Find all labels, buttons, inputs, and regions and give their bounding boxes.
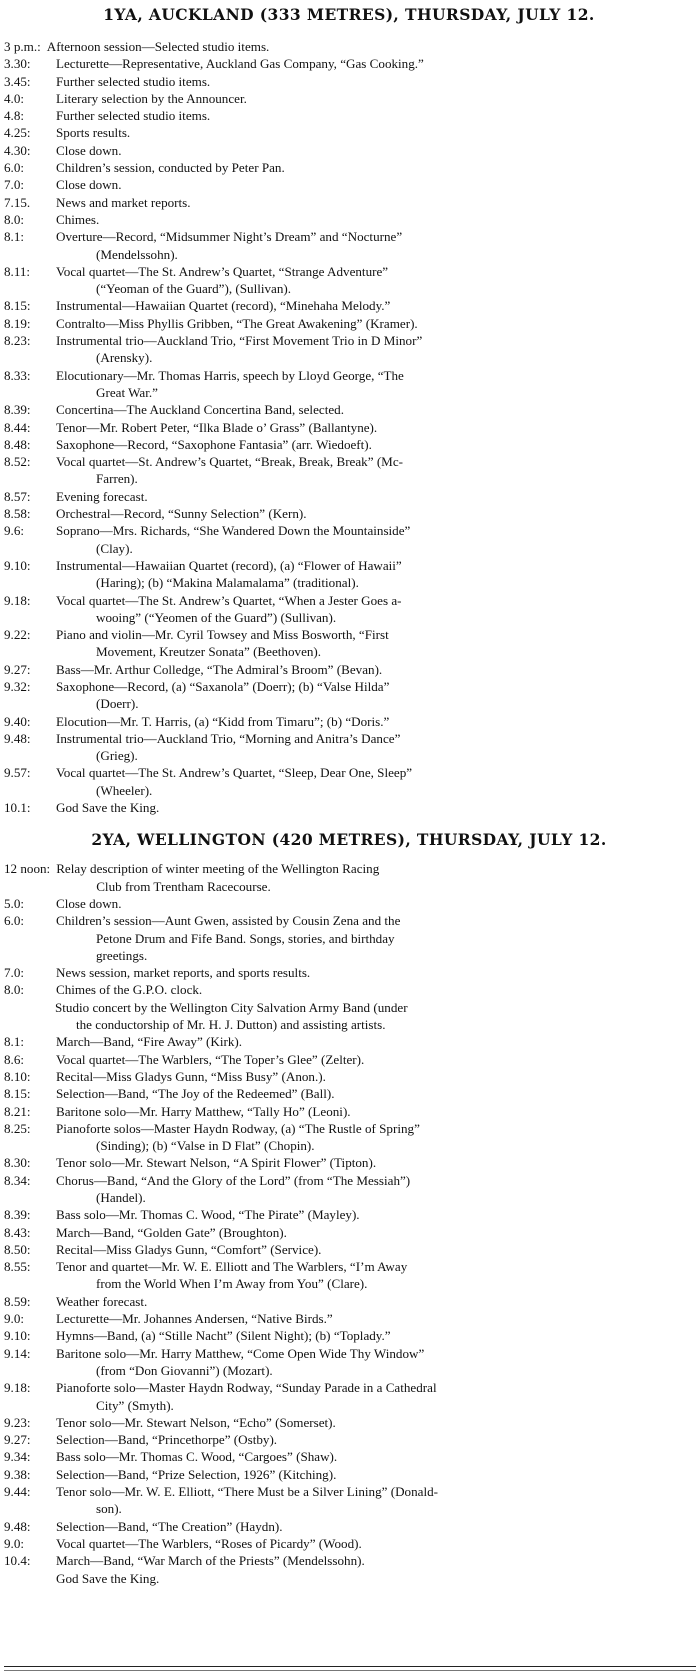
entry-time: 6.0: <box>4 160 25 176</box>
entry-line: Tenor—Mr. Robert Peter, “Ilka Blade o’ Grass” (Ballantyne). <box>56 419 378 435</box>
entry-time: 3.30: <box>4 56 31 72</box>
entry-line: Tenor and quartet—Mr. W. E. Elliott and The Warblers, “I’m Away <box>56 1259 408 1275</box>
entry-text <box>56 1535 694 1552</box>
program-entry <box>4 799 694 816</box>
entry-line: (Haring); (b) “Makina Malamalama” (traditional). <box>96 575 359 591</box>
entry-time: 8.11: <box>4 263 31 279</box>
entry-time: 9.14: <box>4 1345 31 1361</box>
entry-line: Bass solo—Mr. Thomas C. Wood, “Cargoes” (Shaw). <box>56 1449 338 1465</box>
entry-line: Instrumental—Hawaiian Quartet (record), (a) “Flower of Hawaii” <box>56 557 402 573</box>
entry-time: 8.57: <box>4 488 31 504</box>
program-entry <box>4 1535 694 1552</box>
program-entry <box>4 678 694 713</box>
entry-text <box>56 592 694 627</box>
entry-time: 9.0: <box>4 1535 25 1551</box>
entry-line: Tenor solo—Mr. Stewart Nelson, “Echo” (Somerset). <box>56 1414 336 1430</box>
entry-time: 10.4: <box>4 1553 31 1569</box>
program-entry <box>4 1051 694 1068</box>
entry-time: 8.15: <box>4 1086 31 1102</box>
program-entry <box>4 73 694 90</box>
entry-text <box>56 522 694 557</box>
entry-text <box>56 90 694 107</box>
program-entry <box>4 453 694 488</box>
program-entry <box>4 176 694 193</box>
entry-text <box>56 211 694 228</box>
program-entry <box>4 211 694 228</box>
entry-text <box>56 194 694 211</box>
entry-text <box>56 1466 694 1483</box>
entry-time: 8.15: <box>4 298 31 314</box>
program-entry <box>4 860 694 895</box>
entry-line: Children’s session—Aunt Gwen, assisted by Cousin Zena and the <box>56 913 401 929</box>
program-entry <box>4 1258 694 1293</box>
entry-line: Chimes of the G.P.O. clock. <box>56 982 203 998</box>
entry-line: Weather forecast. <box>56 1293 148 1309</box>
bottom-rule-thin <box>4 1670 696 1671</box>
entry-line: (Wheeler). <box>96 782 153 798</box>
entry-time: 9.27: <box>4 1432 31 1448</box>
entry-line: greetings. <box>96 947 148 963</box>
entry-time: 6.0: <box>4 913 25 929</box>
entry-line: Overture—Record, “Midsummer Night’s Dream” and “Nocturne” <box>56 229 403 245</box>
entry-time: 4.25: <box>4 125 31 141</box>
entry-text <box>56 1120 694 1155</box>
entry-text <box>56 661 694 678</box>
program-entry <box>4 522 694 557</box>
entry-text <box>56 678 694 713</box>
entry-time: 8.48: <box>4 436 31 452</box>
entry-line: Tenor solo—Mr. Stewart Nelson, “A Spirit Flower” (Tipton). <box>56 1155 377 1171</box>
program-entry <box>4 1085 694 1102</box>
entry-text <box>56 488 694 505</box>
entry-time: 8.19: <box>4 315 31 331</box>
entry-time: 9.18: <box>4 592 31 608</box>
entry-line: Chimes. <box>56 211 100 227</box>
entry-line: God Save the King. <box>56 1570 160 1586</box>
entry-line: Orchestral—Record, “Sunny Selection” (Kern). <box>56 506 307 522</box>
entry-line: Tenor solo—Mr. W. E. Elliott, “There Must be a Silver Lining” (Donald- <box>56 1484 439 1500</box>
entry-time: 8.30: <box>4 1155 31 1171</box>
entry-time: 9.40: <box>4 713 31 729</box>
entry-line: Elocution—Mr. T. Harris, (a) “Kidd from Timaru”; (b) “Doris.” <box>56 713 390 729</box>
entry-time: 8.55: <box>4 1259 31 1275</box>
program-entry <box>4 90 694 107</box>
program-entry <box>4 263 694 298</box>
entry-time: 4.8: <box>4 108 25 124</box>
program-entry <box>4 1172 694 1207</box>
entry-time: 9.44: <box>4 1484 31 1500</box>
entry-time: 7.0: <box>4 965 25 981</box>
entry-line: (Arensky). <box>96 350 153 366</box>
entry-text <box>56 1258 694 1293</box>
entry-text <box>56 912 694 964</box>
entry-line: News and market reports. <box>56 194 191 210</box>
entry-line: Chorus—Band, “And the Glory of the Lord” (from “The Messiah”) <box>56 1172 411 1188</box>
entry-line: Great War.” <box>96 384 158 400</box>
entry-text <box>47 38 694 55</box>
entry-text <box>56 505 694 522</box>
entry-time: 9.0: <box>4 1311 25 1327</box>
entry-time: 8.33: <box>4 367 31 383</box>
entry-line: Lecturette—Mr. Johannes Andersen, “Native Birds.” <box>56 1311 333 1327</box>
entry-line: Sports results. <box>56 125 131 141</box>
program-entry <box>4 228 694 263</box>
entry-line: Recital—Miss Gladys Gunn, “Comfort” (Service). <box>56 1241 322 1257</box>
entry-line: Baritone solo—Mr. Harry Matthew, “Tally Ho” (Leoni). <box>56 1103 351 1119</box>
entry-time: 9.22: <box>4 627 31 643</box>
program-entry <box>4 1518 694 1535</box>
entry-line: Instrumental trio—Auckland Trio, “First Movement Trio in D Minor” <box>56 333 423 349</box>
entry-line: Instrumental trio—Auckland Trio, “Morning and Anitra’s Dance” <box>56 730 401 746</box>
program-entry <box>4 419 694 436</box>
program-entry <box>4 1345 694 1380</box>
entry-text <box>56 1345 694 1380</box>
entry-text <box>56 176 694 193</box>
bottom-rule <box>4 1666 696 1667</box>
entry-text <box>56 557 694 592</box>
entry-line: (Doerr). <box>96 696 139 712</box>
entry-text <box>56 55 694 72</box>
entry-line: son). <box>96 1501 122 1517</box>
entry-line: (Sinding); (b) “Valse in D Flat” (Chopin). <box>96 1138 315 1154</box>
entry-line: Pianoforte solos—Master Haydn Rodway, (a) “The Rustle of Spring” <box>56 1120 420 1136</box>
program-entry <box>4 55 694 72</box>
program-entry <box>4 981 694 1033</box>
entry-time: 9.34: <box>4 1449 31 1465</box>
entry-line: Further selected studio items. <box>56 73 211 89</box>
entry-text <box>56 1310 694 1327</box>
entry-text <box>56 367 694 402</box>
program-entry <box>4 912 694 964</box>
entry-text <box>56 263 694 298</box>
entry-text <box>56 730 694 765</box>
entry-time: 5.0: <box>4 895 25 911</box>
entry-line: (Clay). <box>96 540 133 556</box>
entry-text <box>56 964 694 981</box>
entry-time: 9.38: <box>4 1466 31 1482</box>
entry-line: (from “Don Giovanni”) (Mozart). <box>96 1362 273 1378</box>
entry-time: 8.23: <box>4 333 31 349</box>
entry-line: (Grieg). <box>96 748 138 764</box>
entry-line: Instrumental—Hawaiian Quartet (record), “Minehaha Melody.” <box>56 298 391 314</box>
entry-text <box>56 1206 694 1223</box>
entry-time: 8.50: <box>4 1241 31 1257</box>
program-entry <box>4 592 694 627</box>
entry-text <box>56 142 694 159</box>
entry-time: 9.48: <box>4 1518 31 1534</box>
entry-time: 12 noon: <box>4 861 51 877</box>
entry-time: 9.23: <box>4 1414 31 1430</box>
program-entry <box>4 488 694 505</box>
entry-text <box>56 1431 694 1448</box>
entry-line: Vocal quartet—The Warblers, “Roses of Picardy” (Wood). <box>56 1535 362 1551</box>
entry-time: 8.59: <box>4 1293 31 1309</box>
entry-text <box>56 1085 694 1102</box>
entry-line: March—Band, “War March of the Priests” (Mendelssohn). <box>56 1553 365 1569</box>
entry-time: 9.57: <box>4 765 31 781</box>
program-entry <box>4 1120 694 1155</box>
entry-line: Soprano—Mrs. Richards, “She Wandered Down the Mountainside” <box>56 523 411 539</box>
program-entry <box>4 557 694 592</box>
entry-text <box>56 799 694 816</box>
entry-text <box>56 315 694 332</box>
entry-line: March—Band, “Fire Away” (Kirk). <box>56 1034 243 1050</box>
entry-time: 8.39: <box>4 402 31 418</box>
entry-time: 8.0: <box>4 982 25 998</box>
entry-text <box>56 1379 694 1414</box>
entry-text <box>56 713 694 730</box>
entry-text <box>56 436 694 453</box>
entry-time: 8.1: <box>4 229 25 245</box>
entry-line: Saxophone—Record, (a) “Saxanola” (Doerr); (b) “Valse Hilda” <box>56 678 390 694</box>
entry-text <box>56 419 694 436</box>
section-title-auckland: 1YA, AUCKLAND (333 METRES), THURSDAY, JULY 12. <box>103 5 595 24</box>
entry-text <box>56 124 694 141</box>
program-entry <box>4 1293 694 1310</box>
entry-text <box>56 159 694 176</box>
entry-time: 8.25: <box>4 1120 31 1136</box>
entry-line: wooing” (“Yeomen of the Guard”) (Sullivan). <box>96 609 337 625</box>
entry-time: 8.34: <box>4 1172 31 1188</box>
entry-time: 10.1: <box>4 800 31 816</box>
entry-time: 9.6: <box>4 523 25 539</box>
program-entry <box>4 1483 694 1518</box>
entry-line: Literary selection by the Announcer. <box>56 90 247 106</box>
entry-time: 8.58: <box>4 506 31 522</box>
entry-text <box>56 1103 694 1120</box>
program-entry <box>4 1068 694 1085</box>
entry-line: Hymns—Band, (a) “Stille Nacht” (Silent Night); (b) “Toplady.” <box>56 1328 391 1344</box>
program-entry <box>4 142 694 159</box>
entry-text <box>56 1518 694 1535</box>
entry-line: Elocutionary—Mr. Thomas Harris, speech by Lloyd George, “The <box>56 367 404 383</box>
entry-line: Farren). <box>96 471 138 487</box>
program-entry <box>4 107 694 124</box>
program-entry <box>4 1466 694 1483</box>
entry-text <box>56 1552 694 1587</box>
entry-time: 9.32: <box>4 678 31 694</box>
entry-text <box>56 764 694 799</box>
program-entry <box>4 1448 694 1465</box>
entry-line: God Save the King. <box>56 800 160 816</box>
entry-time: 8.10: <box>4 1068 31 1084</box>
program-entry <box>4 159 694 176</box>
entry-text <box>56 1033 694 1050</box>
entry-text <box>56 1327 694 1344</box>
entry-line: Evening forecast. <box>56 488 148 504</box>
entry-time: 8.52: <box>4 454 31 470</box>
entry-text <box>56 1293 694 1310</box>
entry-line: Vocal quartet—The St. Andrew’s Quartet, “Strange Adventure” <box>56 263 389 279</box>
entry-line: Vocal quartet—The St. Andrew’s Quartet, “Sleep, Dear One, Sleep” <box>56 765 413 781</box>
program-entry <box>4 1414 694 1431</box>
entry-text <box>56 297 694 314</box>
entry-line: Saxophone—Record, “Saxophone Fantasia” (arr. Wiedoeft). <box>56 436 372 452</box>
entry-text <box>56 401 694 418</box>
entry-line: Close down. <box>56 142 122 158</box>
entry-time: 8.1: <box>4 1034 25 1050</box>
entry-line: Bass solo—Mr. Thomas C. Wood, “The Pirate” (Mayley). <box>56 1207 360 1223</box>
entry-time: 7.15. <box>4 194 31 210</box>
entry-line: City” (Smyth). <box>96 1397 174 1413</box>
entry-time: 8.43: <box>4 1224 31 1240</box>
entry-time: 3.45: <box>4 73 31 89</box>
entry-text <box>56 73 694 90</box>
program-entry <box>4 1552 694 1587</box>
entry-line: Vocal quartet—The St. Andrew’s Quartet, “When a Jester Goes a- <box>56 592 402 608</box>
entry-text <box>56 1414 694 1431</box>
entry-line: Concertina—The Auckland Concertina Band, selected. <box>56 402 344 418</box>
entry-text <box>56 228 694 263</box>
entry-line: Selection—Band, “The Creation” (Haydn). <box>56 1518 283 1534</box>
program-entry <box>4 1241 694 1258</box>
entry-line: Vocal quartet—St. Andrew’s Quartet, “Break, Break, Break” (Mc- <box>56 454 403 470</box>
entry-text <box>56 981 694 1033</box>
program-entry <box>4 713 694 730</box>
entry-line: News session, market reports, and sports results. <box>56 965 311 981</box>
entry-line: Bass—Mr. Arthur Colledge, “The Admiral’s Broom” (Bevan). <box>56 661 383 677</box>
entry-time: 9.10: <box>4 1328 31 1344</box>
program-entry <box>4 436 694 453</box>
entry-text <box>56 1154 694 1171</box>
entry-text <box>56 1172 694 1207</box>
program-entry <box>4 505 694 522</box>
entry-line: Movement, Kreutzer Sonata” (Beethoven). <box>96 644 322 660</box>
program-entry <box>4 1206 694 1223</box>
entry-text <box>56 1051 694 1068</box>
program-entry <box>4 730 694 765</box>
program-entry <box>4 1103 694 1120</box>
entry-line: (Handel). <box>96 1190 146 1205</box>
entry-time: 9.27: <box>4 661 31 677</box>
program-entry <box>4 964 694 981</box>
program-entry <box>4 401 694 418</box>
program-entry <box>4 1310 694 1327</box>
program-entry <box>4 194 694 211</box>
program-entry <box>4 661 694 678</box>
entry-text <box>56 1241 694 1258</box>
program-entry <box>4 124 694 141</box>
program-entry <box>4 315 694 332</box>
entry-time: 9.10: <box>4 557 31 573</box>
entry-time: 3 p.m.: <box>4 39 41 54</box>
entry-time: 4.0: <box>4 90 25 106</box>
program-entry <box>4 764 694 799</box>
entry-line: Lecturette—Representative, Auckland Gas Company, “Gas Cooking.” <box>56 56 424 72</box>
entry-line: the conductorship of Mr. H. J. Dutton) and assisting artists. <box>76 1017 386 1033</box>
program-entry <box>4 332 694 367</box>
entry-line: Recital—Miss Gladys Gunn, “Miss Busy” (Anon.). <box>56 1068 326 1084</box>
program-entry <box>4 1224 694 1241</box>
program-entry <box>4 1327 694 1344</box>
entry-time: 8.21: <box>4 1103 31 1119</box>
program-entry <box>4 367 694 402</box>
program-entry <box>4 895 694 912</box>
entry-line: Afternoon session—Selected studio items. <box>46 39 270 54</box>
entry-line: Selection—Band, “Princethorpe” (Ostby). <box>56 1432 278 1448</box>
entry-time: 9.48: <box>4 730 31 746</box>
program-entry <box>4 626 694 661</box>
entry-line: (“Yeoman of the Guard”), (Sullivan). <box>96 281 292 297</box>
program-entry <box>4 1431 694 1448</box>
entry-line: Contralto—Miss Phyllis Gribben, “The Great Awakening” (Kramer). <box>56 315 418 331</box>
program-entry <box>4 1033 694 1050</box>
entry-line: Further selected studio items. <box>56 108 211 124</box>
entry-line: Selection—Band, “Prize Selection, 1926” (Kitching). <box>56 1466 337 1482</box>
program-list-auckland <box>4 38 694 816</box>
entry-line: March—Band, “Golden Gate” (Broughton). <box>56 1224 287 1240</box>
entry-line: Pianoforte solo—Master Haydn Rodway, “Sunday Parade in a Cathedral <box>56 1380 437 1396</box>
entry-line: Selection—Band, “The Joy of the Redeemed” (Ball). <box>56 1086 335 1102</box>
entry-time: 7.0: <box>4 177 25 193</box>
entry-line: Studio concert by the Wellington City Salvation Army Band (under <box>55 999 408 1015</box>
entry-text <box>56 332 694 367</box>
entry-line: Petone Drum and Fife Band. Songs, stories, and birthday <box>96 930 395 946</box>
entry-line: Piano and violin—Mr. Cyril Towsey and Miss Bosworth, “First <box>56 627 389 643</box>
entry-text <box>56 1483 694 1518</box>
entry-time: 9.18: <box>4 1380 31 1396</box>
entry-line: (Mendelssohn). <box>96 246 178 262</box>
entry-time: 8.44: <box>4 419 31 435</box>
entry-line: Children’s session, conducted by Peter Pan. <box>56 160 285 176</box>
entry-line: Close down. <box>56 177 122 193</box>
entry-line: from the World When I’m Away from You” (Clare). <box>96 1276 368 1292</box>
entry-time: 4.30: <box>4 142 31 158</box>
entry-time: 8.6: <box>4 1051 25 1067</box>
entry-line: Baritone solo—Mr. Harry Matthew, “Come Open Wide Thy Window” <box>56 1345 425 1361</box>
program-list-wellington <box>4 860 694 1586</box>
entry-time: 8.0: <box>4 211 25 227</box>
entry-line: Club from Trentham Racecourse. <box>96 878 271 894</box>
entry-line: Vocal quartet—The Warblers, “The Toper’s Glee” (Zelter). <box>56 1051 365 1067</box>
entry-text <box>56 107 694 124</box>
entry-text <box>56 453 694 488</box>
entry-text <box>56 1224 694 1241</box>
entry-text <box>56 1068 694 1085</box>
program-entry <box>4 297 694 314</box>
entry-line: Relay description of winter meeting of the Wellington Racing <box>56 861 380 877</box>
program-entry <box>4 1154 694 1171</box>
entry-text <box>56 626 694 661</box>
entry-line: Close down. <box>56 895 122 911</box>
program-entry <box>4 38 694 55</box>
entry-text <box>56 1448 694 1465</box>
entry-text <box>56 895 694 912</box>
program-entry <box>4 1379 694 1414</box>
entry-time: 8.39: <box>4 1207 31 1223</box>
section-title-wellington: 2YA, WELLINGTON (420 METRES), THURSDAY, JULY 12. <box>91 830 607 850</box>
entry-text <box>56 860 694 895</box>
